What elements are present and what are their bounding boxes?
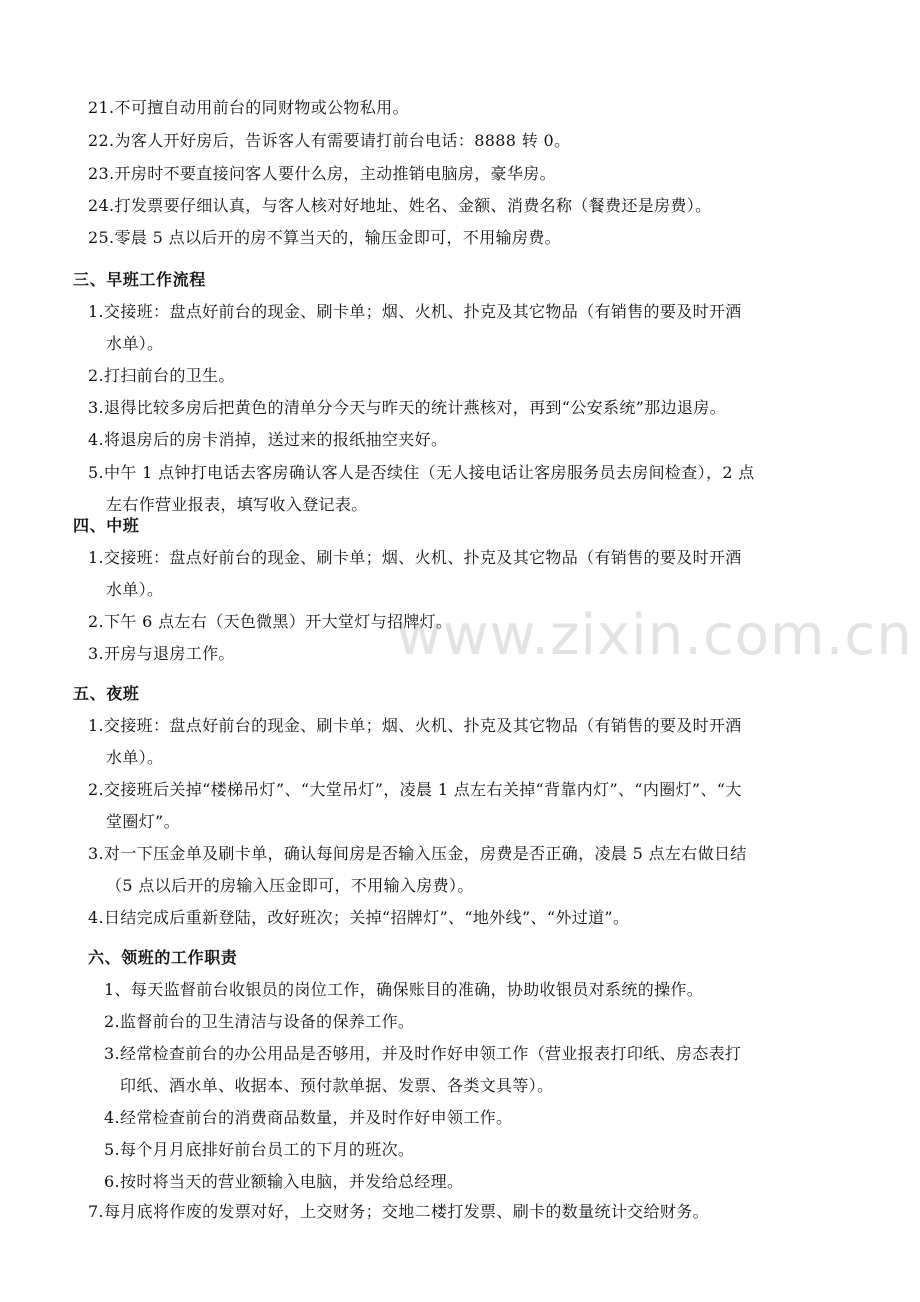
list-item-continuation: 印纸、酒水单、收据本、预付款单据、发票、各类文具等）。 [120,1076,554,1095]
list-item: 4.日结完成后重新登陆，改好班次；关掉“招牌灯”、“地外线”、“外过道”。 [88,908,630,927]
list-item: 4.经常检查前台的消费商品数量，并及时作好申领工作。 [104,1108,513,1127]
list-item: 2.打扫前台的卫生。 [88,366,235,385]
list-item: 6.按时将当天的营业额输入电脑，并发给总经理。 [104,1172,464,1191]
rule-23: 23.开房时不要直接问客人要什么房，主动推销电脑房，豪华房。 [88,164,556,183]
section-heading-supervisor-duties: 六、领班的工作职责 [88,948,238,967]
list-item: 1.交接班：盘点好前台的现金、刷卡单；烟、火机、扑克及其它物品（有销售的要及时开酒 [88,716,742,735]
list-item-continuation: 水单）。 [106,580,164,599]
list-item: 2.交接班后关掉“楼梯吊灯”、“大堂吊灯”，凌晨 1 点左右关掉“背靠内灯”、“内圈灯”、“大 [88,780,742,799]
list-item: 3.退得比较多房后把黄色的清单分今天与昨天的统计燕核对，再到“公安系统”那边退房。 [88,398,726,417]
watermark: www.zixin.com.cn [396,603,913,668]
rule-24: 24.打发票要仔细认真，与客人核对好地址、姓名、金额、消费名称（餐费还是房费）。 [88,196,712,215]
section-heading-night-shift: 五、夜班 [73,684,140,703]
list-item: 1、每天监督前台收银员的岗位工作，确保账目的准确，协助收银员对系统的操作。 [104,980,704,999]
list-item: 3.开房与退房工作。 [88,644,235,663]
section-heading-morning-shift: 三、早班工作流程 [73,270,206,289]
list-item: 1.交接班：盘点好前台的现金、刷卡单；烟、火机、扑克及其它物品（有销售的要及时开酒 [88,302,742,321]
list-item-continuation: 水单）。 [106,748,164,767]
list-item: 7.每月底将作废的发票对好，上交财务；交地二楼打发票、刷卡的数量统计交给财务。 [88,1202,709,1221]
list-item-continuation: 堂圈灯”。 [106,812,180,831]
list-item: 5.每个月月底排好前台员工的下月的班次。 [104,1140,415,1159]
list-item: 1.交接班：盘点好前台的现金、刷卡单；烟、火机、扑克及其它物品（有销售的要及时开酒 [88,548,742,567]
section-heading-middle-shift: 四、中班 [73,516,140,535]
list-item: 4.将退房后的房卡消掉，送过来的报纸抽空夹好。 [88,430,448,449]
list-item: 2.下午 6 点左右（天色微黑）开大堂灯与招牌灯。 [88,612,453,631]
list-item-continuation: 水单）。 [106,334,164,353]
list-item: 3.对一下压金单及刷卡单，确认每间房是否输入压金，房费是否正确，凌晨 5 点左右做日结 [88,844,747,863]
rule-25: 25.零晨 5 点以后开的房不算当天的，输压金即可，不用输房费。 [88,228,561,247]
rule-22: 22.为客人开好房后，告诉客人有需要请打前台电话：8888 转 0。 [88,131,571,150]
list-item: 2.监督前台的卫生清洁与设备的保养工作。 [104,1012,415,1031]
list-item-continuation: （5 点以后开的房输入压金即可，不用输入房费）。 [106,876,474,895]
rule-21: 21.不可擅自动用前台的同财物或公物私用。 [88,98,409,117]
list-item-continuation: 左右作营业报表，填写收入登记表。 [106,495,368,514]
list-item: 3.经常检查前台的办公用品是否够用，并及时作好申领工作（营业报表打印纸、房态表打 [104,1044,742,1063]
list-item: 5.中午 1 点钟打电话去客房确认客人是否续住（无人接电话让客房服务员去房间检查），2 点 [88,463,755,482]
